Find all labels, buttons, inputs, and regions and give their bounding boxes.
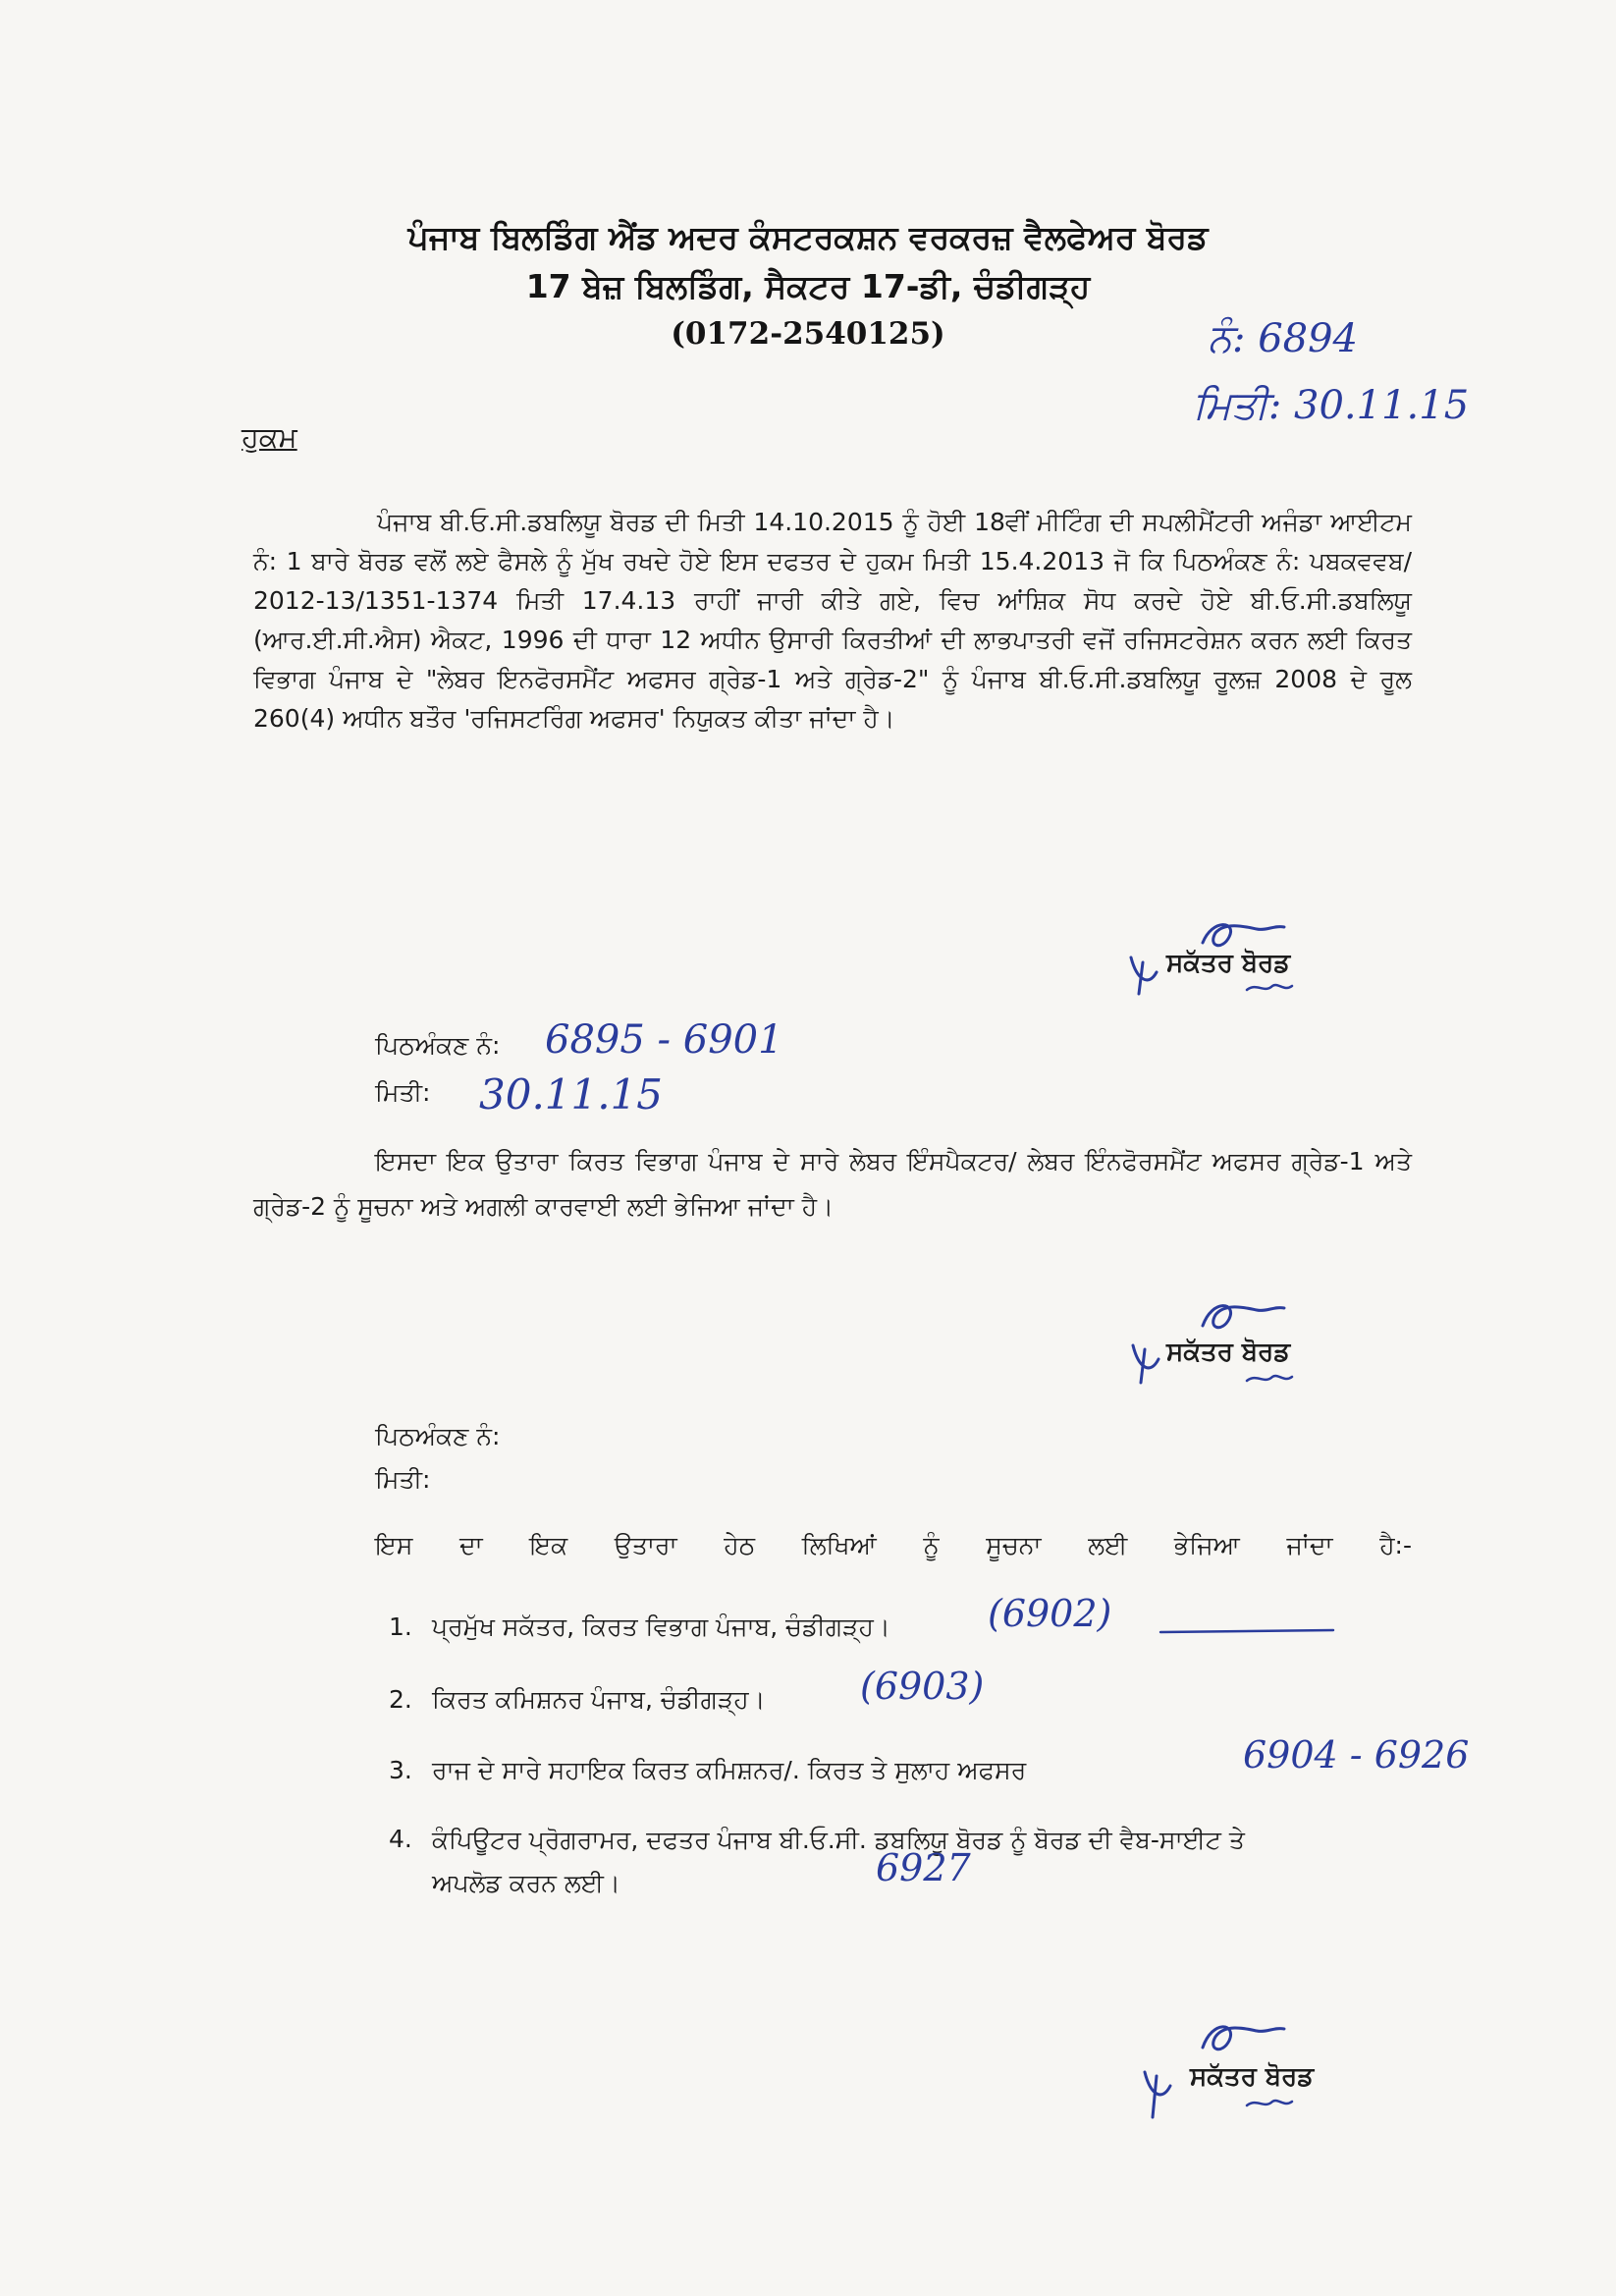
endorsement-2-date-label: ਮਿਤੀ: (375, 1465, 431, 1494)
list-item (389, 1819, 1331, 1917)
list-item-text: ਰਾਜ ਦੇ ਸਾਰੇ ਸਹਾਇਕ ਕਿਰਤ ਕਮਿਸ਼ਨਰ/. ਕਿਰਤ ਤੇ ਸੁਲਾਹ ਅਫਸਰ (432, 1756, 1027, 1784)
endorsement-1-ref-value: 6895 - 6901 (545, 1017, 783, 1063)
list-item-handwritten: (6903) (860, 1665, 985, 1708)
signature-label-1: ਸਕੱਤਰ ਬੋਰਡ (1166, 949, 1291, 978)
list-item-number: 2. (389, 1685, 412, 1714)
endorsement-1-date-value: 30.11.15 (479, 1070, 664, 1119)
list-item-number: 1. (389, 1613, 412, 1641)
order-body: ਪੰਜਾਬ ਬੀ.ਓ.ਸੀ.ਡਬਲਿਯੂ ਬੋਰਡ ਦੀ ਮਿਤੀ 14.10.2015 ਨੂੰ ਹੋਈ 18ਵੀਂ ਮੀਟਿੰਗ ਦੀ ਸਪਲੀਮੈਂਟਰੀ ਅਜੰਡਾ ਆਈਟਮ ਨੰ: 1 ਬਾਰੇ ਬੋਰਡ ਵਲੋਂ ਲਏ ਫੈਸਲੇ ਨੂੰ ਮੁੱਖ ਰਖਦੇ ਹੋਏ ਇਸ ਦਫਤਰ ਦੇ ਹੁਕਮ ਮਿਤੀ 15.4.2013 ਜੋ ਕਿ ਪਿਠਅੰਕਣ ਨੰ: ਪਬਕਵਵਬ/ 2012-13/1351-1374 ਮਿਤੀ 17.4.13 ਰਾਹੀਂ ਜਾਰੀ ਕੀਤੇ ਗਏ, ਵਿਚ ਆਂਸ਼ਿਕ ਸੋਧ ਕਰਦੇ ਹੋਏ ਬੀ.ਓ.ਸੀ.ਡਬਲਿਯੂ (ਆਰ.ਈ.ਸੀ.ਐਸ) ਐਕਟ, 1996 ਦੀ ਧਾਰਾ 12 ਅਧੀਨ ਉਸਾਰੀ ਕਿਰਤੀਆਂ ਦੀ ਲਾਭਪਾਤਰੀ ਵਜੋਂ ਰਜਿਸਟਰੇਸ਼ਨ ਕਰਨ ਲਈ ਕਿਰਤ ਵਿਭਾਗ ਪੰਜਾਬ ਦੇ "ਲੇਬਰ ਇਨਫੋਰਸਮੈਂਟ ਅਫਸਰ ਗ੍ਰੇਡ-1 ਅਤੇ ਗ੍ਰੇਡ-2" ਨੂੰ ਪੰਜਾਬ ਬੀ.ਓ.ਸੀ.ਡਬਲਿਯੂ ਰੂਲਜ਼ 2008 ਦੇ ਰੂਲ 260(4) ਅਧੀਨ ਬਤੌਰ 'ਰਜਿਸਟਰਿੰਗ ਅਫਸਰ' ਨਿਯੁਕਤ ਕੀਤਾ ਜਾਂਦਾ ਹੈ। (253, 508, 1412, 733)
endorsement-2-intro: ਇਸ ਦਾ ਇਕ ਉਤਾਰਾ ਹੇਠ ਲਿਖਿਆਂ ਨੂੰ ਸੂਚਨਾ ਲਈ ਭੇਜਿਆ ਜਾਂਦਾ ਹੈ:- (375, 1531, 1412, 1559)
list-item-number: 4. (389, 1825, 412, 1853)
list-item-handwritten: 6904 - 6926 (1243, 1733, 1470, 1777)
endorsement-1-body: ਇਸਦਾ ਇਕ ਉਤਾਰਾ ਕਿਰਤ ਵਿਭਾਗ ਪੰਜਾਬ ਦੇ ਸਾਰੇ ਲੇਬਰ ਇੰਸਪੈਕਟਰ/ ਲੇਬਰ ਇੰਨਫੋਰਸਮੈਂਟ ਅਫਸਰ ਗ੍ਰੇਡ-1 ਅਤੇ ਗ੍ਰੇਡ-2 ਨੂੰ ਸੂਚਨਾ ਅਤੇ ਅਗਲੀ ਕਾਰਵਾਈ ਲਈ ਭੇਜਿਆ ਜਾਂਦਾ ਹੈ। (253, 1147, 1412, 1221)
org-name: ਪੰਜਾਬ ਬਿਲਡਿੰਗ ਐਂਡ ਅਦਰ ਕੰਸਟਰਕਸ਼ਨ ਵਰਕਰਜ਼ ਵੈਲਫੇਅਰ ਬੋਰਡ (407, 218, 1209, 256)
endorsement-2-ref-label: ਪਿਠਅੰਕਣ ਨੰ: (375, 1422, 501, 1450)
handwritten-underline (1158, 1626, 1335, 1636)
org-address: 17 ਬੇਜ਼ ਬਿਲਡਿੰਗ, ਸੈਕਟਰ 17-ਡੀ, ਚੰਡੀਗੜ੍ਹ (525, 267, 1091, 305)
endorsement-1-ref-label: ਪਿਠਅੰਕਣ ਨੰ: (375, 1031, 501, 1060)
list-item-text: ਕੰਪਿਊਟਰ ਪ੍ਰੋਗਰਾਮਰ, ਦਫਤਰ ਪੰਜਾਬ ਬੀ.ਓ.ਸੀ. ਡਬਲਿਯੂ ਬੋਰਡ ਨੂੰ ਬੋਰਡ ਦੀ ਵੈਬ-ਸਾਈਟ ਤੇ ਅਪਲੋਡ ਕਰਨ ਲਈ। (432, 1826, 1245, 1897)
signature-label-2: ਸਕੱਤਰ ਬੋਰਡ (1166, 1338, 1291, 1367)
list-item-text: ਪ੍ਰਮੁੱਖ ਸਕੱਤਰ, ਕਿਰਤ ਵਿਭਾਗ ਪੰਜਾਬ, ਚੰਡੀਗੜ੍ਹ। (432, 1613, 890, 1641)
list-item-handwritten: (6902) (988, 1592, 1112, 1635)
list-item-text: ਕਿਰਤ ਕਮਿਸ਼ਨਰ ਪੰਜਾਬ, ਚੰਡੀਗੜ੍ਹ। (432, 1685, 766, 1714)
list-item (389, 1733, 1470, 1799)
endorsement-1-date-label: ਮਿਤੀ: (375, 1078, 431, 1107)
signature-label-3: ਸਕੱਤਰ ਬੋਰਡ (1190, 2062, 1315, 2092)
order-title: ਹੁਕਮ (242, 420, 297, 454)
handwritten-ref-number: ਨੰ: 6894 (1208, 316, 1358, 361)
org-phone: (0172-2540125) (671, 316, 945, 352)
list-item-number: 3. (389, 1756, 412, 1784)
handwritten-ref-date: ਮਿਤੀ: 30.11.15 (1193, 383, 1470, 428)
list-item-4-handwritten: 6927 (876, 1846, 971, 1889)
list-item (389, 1665, 1410, 1728)
